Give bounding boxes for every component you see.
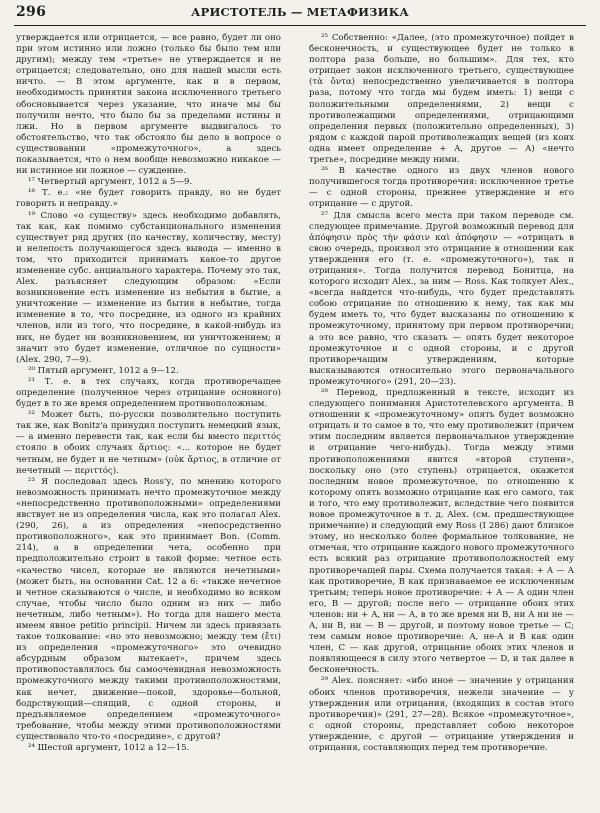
- footnote-21: ²¹ Т. е. в тех случаях, когда противоречащее определение (полученное через отрицание основного) будет в то же время определением противоположным.: [16, 376, 281, 410]
- footnote-17: ¹⁷ Четвертый аргумент, 1012 a 5—9.: [28, 177, 193, 188]
- footnote-18: ¹⁸ Т. е.: «не будет говорить правду, но не будет говорить и неправду.»: [16, 188, 281, 210]
- footnote-20: ²⁰ Пятый аргумент, 1012 a 9—12.: [28, 365, 179, 376]
- footnote-24: ²⁴ Шестой аргумент, 1012 a 12—15.: [28, 743, 190, 753]
- footnote-28: ²⁸ Перевод, предложенный в тексте, исходит из следующего понимания Аристотелевского аргумента. В отношении к «промежуточному» опять будет возможно отрицать и то самое в то, что ему противолежит (причем этим последним является первоначальное утверждение и отрицание чего-нибудь). Тогда между этими противоположениями явится «второй ступени», поскольку оно (это ступень) отрицается, окажется последним новое промежуточное, по отношению к которому опять возможно отрицание как его самого, так и того, что ему противолежит, вследствие чего появится новое промежуточное в т. д. Alex. (см. предшествующее примечание) и следующий ему Ross (I 286) дают близкое этому, но несколько более формальное толкование, не отмечая, что отрицание каждого нового промежуточного есть всякий раз отрицание противоположностей ему противоречащей пары. Схема получается такая: + A — A как противоречие, B как признаваемое ее исключенным третьим; теперь новое противоречие: + A — A один член его, B — другой; после него — отрицание обоих этих членов: ни + A, ни — A, в то же время ни B, ни A ни не — A, ни B, ни — B — другой, и поэтому новое третье — C; тем самым новое противоречие: A, не-A и B как один член, C — как другой, отрицание обоих этих членов и появляющееся в силу этого четвертое — D, и так далее в бесконечность.: [309, 388, 574, 676]
- running-title: АРИСТОТЕЛЬ — МЕТАФИЗИКА: [191, 5, 409, 19]
- left-column: [16, 33, 281, 805]
- footnote-19: ¹⁹ Слово «о существу» здесь необходимо добавлять, так как, как помимо субстанционального изменения существует ряд других (по качеству, количеству, месту) и нелепость получающегося здесь вывода — именно в том, что приходится принимать какое-то другое изменение субс. анциального характера. Почему это так, Alex. разъясняет следующим образом: «Если возникновение есть изменение из небытия в бытие, а уничтожение — изменение из бытия в небытие, тогда изменение в то, что посредине, из одного из крайних членов, или из того, что посредине, в какой-нибудь из них, не будет ни возникновением, ни уничтожением; и значит это будет изменение, отличное по сущности» (Alex. 290, 7—9).: [16, 210, 281, 365]
- footnote-29: ²⁹ Alex. поясняет: «ибо иное — значение у отрицания обоих членов противоречия, нежели значение — у утверждения или отрицания, (входящих в состав этого противоречия)» (291, 27—28). Всякое «промежуточное», с одной стороны, представляет собою некоторое утверждение, с другой — отрицание утверждения и отрицания, составляющих перед тем противоречие.: [309, 676, 574, 753]
- paragraph: утверждается или отрицается, — все равно, будет ли оно при этом истинно или ложно (только бы было тем или другим); между тем «третье» не утверждается и не отрицается; следовательно, оно для нашей мысли есть ничто. — В этом аргументе, как и в первом, необходимость принятия закона исключенного третьего обосновывается через указание, что иначе мы бы получили нечто, что было бы за пределами истины и лжи. Но в первом аргументе выдвигалось то обстоятельство, что так обстояло бы дело в вопросе о существовании «промежуточного», а здесь показывается, что о нем вообще невозможно никакое — ни истинное ни ложное — суждение.: [16, 33, 281, 177]
- page-header: [14, 3, 586, 23]
- page-number: 296: [16, 4, 47, 20]
- right-column: [309, 33, 574, 805]
- footnote-25: ²⁵ Собственно: «Далее, (это промежуточное) пойдет в бесконечность, и существующее будет не только в полтора раза больше, но большим». Для тех, кто отрицает закон исключенного третьего, существующее (τὰ ὄντα) непосредственно увеличивается в полтора раза, потому что тогда мы будем иметь: 1) вещи с положительными определениями, 2) вещи с противолежащими определениями, отрицающими определения первых (положительно определенных), 3) рядом с каждой парой противолежащих вещей (из коих одна имеет определение + A, другое — A) «нечто третье», посредине между ними.: [309, 33, 574, 166]
- footnote-23: ²³ Я последовал здесь Ross'у, по мнению которого невозможность принимать нечто промежуточное между «непосредственно противоположными» определениями явствует не из определения числа, как это полагал Alex. (290, 26), а из определения «непосредственно противоположного», как это принимает Bon. (Comm. 214), а в определении чета, особенно при предположительно строит в такой форме: четное есть «качество чисел, которые не являются нечетными» (может быть, на основании Cat. 12 a 6: «также нечетное и четное сказываются о числе, и необходимо во всяком случае, чтобы число было одним из них — либо нечетным, либо четным»). Но тогда для нашего места имеем явное petitio principii. Ничем ли здесь привязать такое толкование: «но это невозможно; между тем (ἔτι) из определения «промежуточного» это очевидно абсурдным образом вытекает», причем здесь противопоставлялось бы самоочевидная невозможность промежуточного между такими противоположностями, как нечет, движение—покой, здоровье—больной, бодрствующий—спящий, с одной стороны, и предъявляемое определением «промежуточного» требование, чтобы между этими противоположностями существовало что-то «посредине», с другой?: [16, 476, 281, 742]
- footnote-22: ²² Может быть, по-русски позволительно поступить так же, как Bonitz'а принудил поступить немецкий язык, — а именно перевести так, как если бы вместо περιττός стояло в обоих случаях ἄρτιος: «... которое не будет четным, не будет и не четным» (οὐκ ἄρτιος, в отличие от нечетный — περιττός).: [16, 410, 281, 476]
- header-rule: [14, 25, 586, 26]
- footnote-26: ²⁶ В качестве одного из двух членов нового получившегося тогда противоречия: исключенное третье — с одной стороны, прежнее утверждение и его отрицание — с другой.: [309, 166, 574, 210]
- footnote-27: ²⁷ Для смысла всего места при таком переводе см. следующее примечание. Другой возможный перевод для ἀπόφησιν πρὸς τὴν φάσιν καὶ ἀπόφησιν — «отрицать в свою очередь, произвол это отрицание в отношении как утверждения его (т. е. «промежуточного»), так и отрицания». Тогда получится перевод Бонитца, на которого исходит Alex., за ним — Ross. Как толкует Alex., «всегда найдется что-нибудь, что будет представлять собою отрицание по отношению к нему, так как мы будем иметь то, что будет высказаны по отношению к промежуточному, принятому при первом противоречии; а это все равно, что сказать — опять будет некоторое промежуточное и с одной стороны, и с другой противоречащим утверждениям, которые высказываются относительно этого первоначального промежуточного» (291, 20—23).: [309, 210, 574, 387]
